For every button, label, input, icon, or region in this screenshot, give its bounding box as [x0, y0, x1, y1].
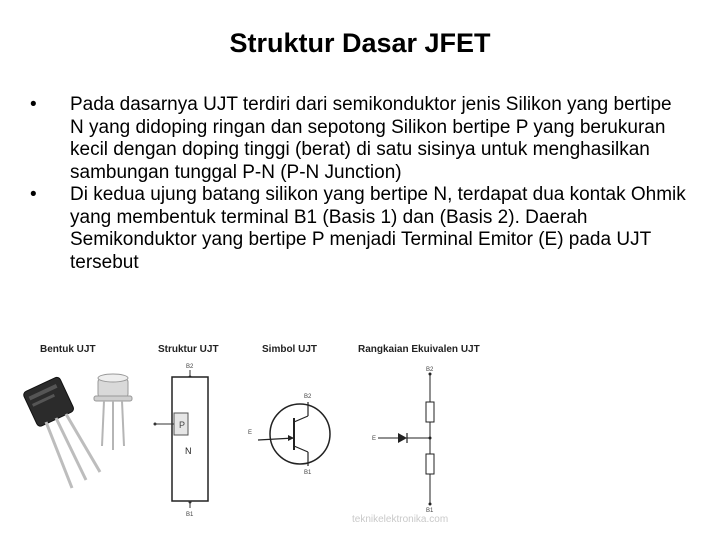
bullet-list: [30, 94, 690, 274]
ujt-structure-diagram: [150, 358, 230, 518]
bullet-text: Di kedua ujung batang silikon yang bertipe N, terdapat dua kontak Ohmik yang membentuk terminal B1 (Basis 1) dan (Basis 2). Daerah Semikonduktor yang bertipe P menjadi Terminal Emitor (E) pada UJT tersebut: [70, 184, 686, 273]
slide-title: Struktur Dasar JFET: [229, 28, 491, 58]
bullet-symbol: •: [30, 184, 37, 205]
simbol-ujt-label: Simbol UJT: [262, 344, 318, 355]
struktur-b1-label: B1: [186, 512, 194, 518]
bullet-item: [30, 184, 690, 274]
bentuk-ujt-label: Bentuk UJT: [40, 344, 96, 355]
source-watermark: teknikelektronika.com: [352, 514, 449, 525]
simbol-b1-label: B1: [304, 470, 312, 476]
simbol-b2-label: B2: [304, 394, 312, 400]
struktur-b2-label: B2: [186, 364, 194, 370]
simbol-e-label: E: [248, 430, 253, 436]
bullet-symbol: •: [30, 94, 37, 115]
bullet-text: Pada dasarnya UJT terdiri dari semikonduktor jenis Silikon yang bertipe N yang didoping ringan dan sepotong Silikon bertipe P yang berukuran kecil dengan doping tinggi (berat) di satu sisinya untuk menghasilkan sambungan tunggal P-N (P-N Junction): [70, 94, 672, 183]
struktur-ujt-label: Struktur UJT: [158, 344, 219, 355]
bullet-item: [30, 94, 690, 184]
rangkaian-ekuivalen-label: Rangkaian Ekuivalen UJT: [358, 344, 480, 355]
struktur-p-label: P: [179, 420, 186, 430]
rangkaian-b1-label: B1: [426, 508, 434, 512]
ujt-equivalent-circuit: [360, 362, 480, 512]
rangkaian-b2-label: B2: [426, 367, 434, 373]
rangkaian-e-label: E: [372, 436, 377, 442]
ujt-package-illustration: [20, 360, 150, 510]
ujt-symbol-diagram: [240, 380, 340, 490]
struktur-n-label: N: [185, 446, 192, 456]
